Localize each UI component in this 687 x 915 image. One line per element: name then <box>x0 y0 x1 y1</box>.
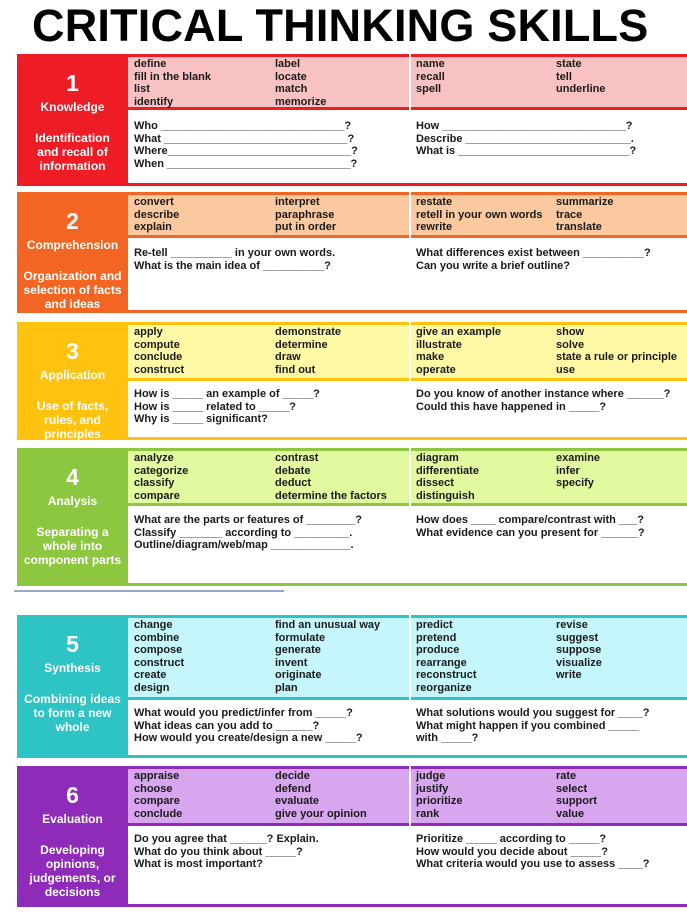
verb: illustrate <box>416 338 462 351</box>
verb: choose <box>134 782 173 795</box>
level-number: 2 <box>66 208 79 234</box>
verb: operate <box>416 363 456 376</box>
level-analysis <box>17 448 687 586</box>
question: How ______________________________? <box>416 120 633 132</box>
question: Prioritize _____ according to _____? <box>416 833 607 845</box>
verb: prioritize <box>416 795 463 808</box>
level-description: Combining ideas to form a new whole <box>24 692 121 734</box>
verb: suggest <box>556 631 599 644</box>
level-evaluation <box>17 766 687 907</box>
question: What do you think about _____? <box>134 845 303 858</box>
question-column <box>416 707 649 745</box>
question: Describe ___________________________. <box>416 132 634 145</box>
verb: state <box>556 58 582 70</box>
verb: formulate <box>275 631 326 644</box>
verb: pretend <box>416 631 457 644</box>
verb: change <box>134 619 173 631</box>
verb: conclude <box>134 351 183 364</box>
level-label <box>17 322 128 441</box>
question: What are the parts or features of ________? <box>134 514 363 526</box>
verb: locate <box>275 70 307 83</box>
verb-column <box>416 451 479 502</box>
verb: plan <box>275 681 298 694</box>
level-description: Separating a whole into component parts <box>23 525 122 567</box>
level-name: Knowledge <box>40 100 105 114</box>
level-number: 3 <box>66 338 79 364</box>
verb: rearrange <box>416 656 467 669</box>
verb: find out <box>275 363 316 376</box>
verb: specify <box>556 477 594 490</box>
verb: find an unusual way <box>275 619 381 631</box>
verb: differentiate <box>416 464 479 477</box>
verb: determine <box>275 338 328 351</box>
question: What ______________________________? <box>134 132 355 145</box>
question-column <box>416 388 670 413</box>
verb-column <box>275 451 387 502</box>
level-description: Use of facts, rules, and principles <box>36 399 109 441</box>
verb: diagram <box>416 452 459 464</box>
verb: translate <box>556 221 602 234</box>
verb: give an example <box>416 326 501 338</box>
question: What is most important? <box>134 858 263 871</box>
question-column <box>134 247 335 272</box>
verb: identify <box>134 95 174 108</box>
question: When ______________________________? <box>134 157 358 170</box>
column-separator <box>409 322 411 437</box>
verb: infer <box>556 464 580 477</box>
verb-column <box>556 57 606 96</box>
verb-column <box>416 195 543 234</box>
column-separator <box>409 448 411 583</box>
page-title: CRITICAL THINKING SKILLS <box>32 0 649 51</box>
verb-list <box>128 766 687 826</box>
question: Classify _______ according to _________. <box>134 526 353 539</box>
verb: construct <box>134 363 185 376</box>
verb: define <box>134 58 167 70</box>
verb: explain <box>134 221 172 234</box>
verb: dissect <box>416 477 454 490</box>
level-description: Organization and selection of facts and ideas <box>23 269 122 311</box>
verb-list <box>128 192 687 238</box>
level-name: Synthesis <box>44 661 101 675</box>
verb: give your opinion <box>275 807 367 820</box>
question-column <box>416 120 636 158</box>
verb: revise <box>556 619 588 631</box>
verb: underline <box>556 83 606 96</box>
column-separator <box>409 192 411 310</box>
verb: reconstruct <box>416 669 477 682</box>
verb-column <box>556 769 597 820</box>
level-label <box>17 766 128 904</box>
question-column <box>134 388 320 426</box>
question-column <box>416 833 650 871</box>
question: Why is _____ significant? <box>134 413 268 426</box>
level-description: Identification and recall of information <box>35 131 110 173</box>
verb-column <box>556 451 600 490</box>
verb: put in order <box>275 221 337 234</box>
level-number: 5 <box>66 631 79 657</box>
verb: create <box>134 669 167 682</box>
verb: visualize <box>556 656 602 669</box>
question: Do you know of another instance where ______? <box>416 388 671 400</box>
verb: suppose <box>556 644 602 657</box>
level-application <box>17 322 687 440</box>
question: What might happen if you combined _____ <box>416 719 640 732</box>
verb: compare <box>134 795 180 808</box>
question: Outline/diagram/web/map _____________. <box>134 539 354 552</box>
verb: label <box>275 58 301 70</box>
verb: examine <box>556 452 601 464</box>
verb: combine <box>134 631 180 644</box>
question: What solutions would you suggest for ____? <box>416 707 650 719</box>
verb: design <box>134 681 170 694</box>
question: How would you create/design a new _____? <box>134 732 363 745</box>
level-number: 4 <box>66 464 79 490</box>
column-separator <box>409 766 411 904</box>
question: Can you write a brief outline? <box>416 259 571 272</box>
level-name: Evaluation <box>42 812 103 826</box>
section-divider <box>14 590 284 592</box>
verb-list <box>128 448 687 506</box>
verb-list <box>128 615 687 700</box>
verb: describe <box>134 208 180 221</box>
question-column <box>134 707 363 745</box>
question-column <box>134 833 319 871</box>
verb: apply <box>134 326 163 338</box>
verb-column <box>556 325 677 376</box>
verb-column <box>275 195 336 234</box>
level-label <box>17 615 128 755</box>
verb-column <box>275 618 380 695</box>
level-label <box>17 192 128 310</box>
question: How does ____ compare/contrast with ___? <box>416 514 645 526</box>
verb-column <box>416 325 501 376</box>
verb: rewrite <box>416 221 453 234</box>
level-label <box>17 54 128 183</box>
verb-column <box>556 195 613 234</box>
verb: rank <box>416 807 440 820</box>
verb: classify <box>134 477 175 490</box>
verb-column <box>275 57 326 108</box>
question: What is ____________________________? <box>416 145 637 158</box>
verb-list <box>128 54 687 110</box>
verb-column <box>134 451 188 502</box>
verb-column <box>134 769 182 820</box>
verb: support <box>556 795 597 808</box>
question: Do you agree that ______? Explain. <box>134 833 319 845</box>
verb-list <box>128 322 687 381</box>
verb: contrast <box>275 452 319 464</box>
question: What criteria would you use to assess ____? <box>416 858 650 871</box>
level-label <box>17 448 128 583</box>
verb: defend <box>275 782 312 795</box>
verb-column <box>416 57 445 96</box>
verb: make <box>416 351 445 364</box>
verb: match <box>275 83 308 96</box>
verb: appraise <box>134 770 180 782</box>
question-column <box>416 247 651 272</box>
verb: justify <box>416 782 449 795</box>
verb: state a rule or principle <box>556 351 678 364</box>
verb: categorize <box>134 464 189 477</box>
question: What ideas can you add to ______? <box>134 719 320 732</box>
verb: solve <box>556 338 585 351</box>
verb: retell in your own words <box>416 208 543 221</box>
verb: deduct <box>275 477 312 490</box>
verb: judge <box>416 770 446 782</box>
verb: compute <box>134 338 180 351</box>
question: How is _____ an example of _____? <box>134 388 320 400</box>
verb: value <box>556 807 585 820</box>
level-knowledge <box>17 54 687 186</box>
verb: demonstrate <box>275 326 342 338</box>
verb: originate <box>275 669 322 682</box>
column-separator <box>409 615 411 755</box>
verb: compose <box>134 644 183 657</box>
verb: decide <box>275 770 310 782</box>
verb: invent <box>275 656 308 669</box>
verb: analyze <box>134 452 174 464</box>
level-description: Developing opinions, judgements, or decisions <box>29 843 116 899</box>
verb: use <box>556 363 575 376</box>
verb: write <box>556 669 582 682</box>
verb: show <box>556 326 585 338</box>
verb: generate <box>275 644 321 657</box>
verb: evaluate <box>275 795 320 808</box>
level-name: Analysis <box>47 494 98 508</box>
question: Where______________________________? <box>134 145 358 158</box>
verb: interpret <box>275 196 320 208</box>
verb: trace <box>556 208 583 221</box>
level-number: 6 <box>66 782 79 808</box>
verb: predict <box>416 619 453 631</box>
verb: summarize <box>556 196 614 208</box>
verb: construct <box>134 656 185 669</box>
verb: list <box>134 83 150 96</box>
verb: select <box>556 782 588 795</box>
level-synthesis <box>17 615 687 758</box>
verb-column <box>134 618 184 695</box>
question: with _____? <box>416 732 479 745</box>
verb: produce <box>416 644 460 657</box>
question-column <box>416 514 645 539</box>
verb: determine the factors <box>275 489 387 502</box>
verb: spell <box>416 83 442 96</box>
verb: recall <box>416 70 445 83</box>
verb: reorganize <box>416 681 472 694</box>
level-name: Application <box>39 368 106 382</box>
verb-column <box>416 618 477 695</box>
verb: tell <box>556 70 572 83</box>
verb: memorize <box>275 95 327 108</box>
question: How is _____ related to _____? <box>134 400 297 413</box>
verb: restate <box>416 196 453 208</box>
verb: fill in the blank <box>134 70 212 83</box>
question: How would you decide about _____? <box>416 845 608 858</box>
verb: convert <box>134 196 174 208</box>
verb: debate <box>275 464 311 477</box>
verb-column <box>275 769 367 820</box>
verb-column <box>134 325 184 376</box>
question: Re-tell __________ in your own words. <box>134 247 336 259</box>
verb: compare <box>134 489 180 502</box>
question: Could this have happened in _____? <box>416 400 607 413</box>
verb: draw <box>275 351 301 364</box>
question: What is the main idea of __________? <box>134 259 331 272</box>
verb-column <box>275 325 341 376</box>
verb: name <box>416 58 445 70</box>
question: What differences exist between __________? <box>416 247 651 259</box>
verb-column <box>416 769 462 820</box>
verb: rate <box>556 770 577 782</box>
question: Who ______________________________? <box>134 120 352 132</box>
level-name: Comprehension <box>26 238 119 252</box>
question-column <box>134 120 358 170</box>
verb-column <box>134 195 179 234</box>
verb: conclude <box>134 807 183 820</box>
level-comprehension <box>17 192 687 313</box>
question: What evidence can you present for ______? <box>416 526 645 539</box>
column-separator <box>409 54 411 183</box>
verb-column <box>134 57 211 108</box>
verb: paraphrase <box>275 208 335 221</box>
question: What would you predict/infer from _____? <box>134 707 353 719</box>
verb: distinguish <box>416 489 475 502</box>
verb-column <box>556 618 602 682</box>
question-column <box>134 514 362 552</box>
level-number: 1 <box>66 70 79 96</box>
